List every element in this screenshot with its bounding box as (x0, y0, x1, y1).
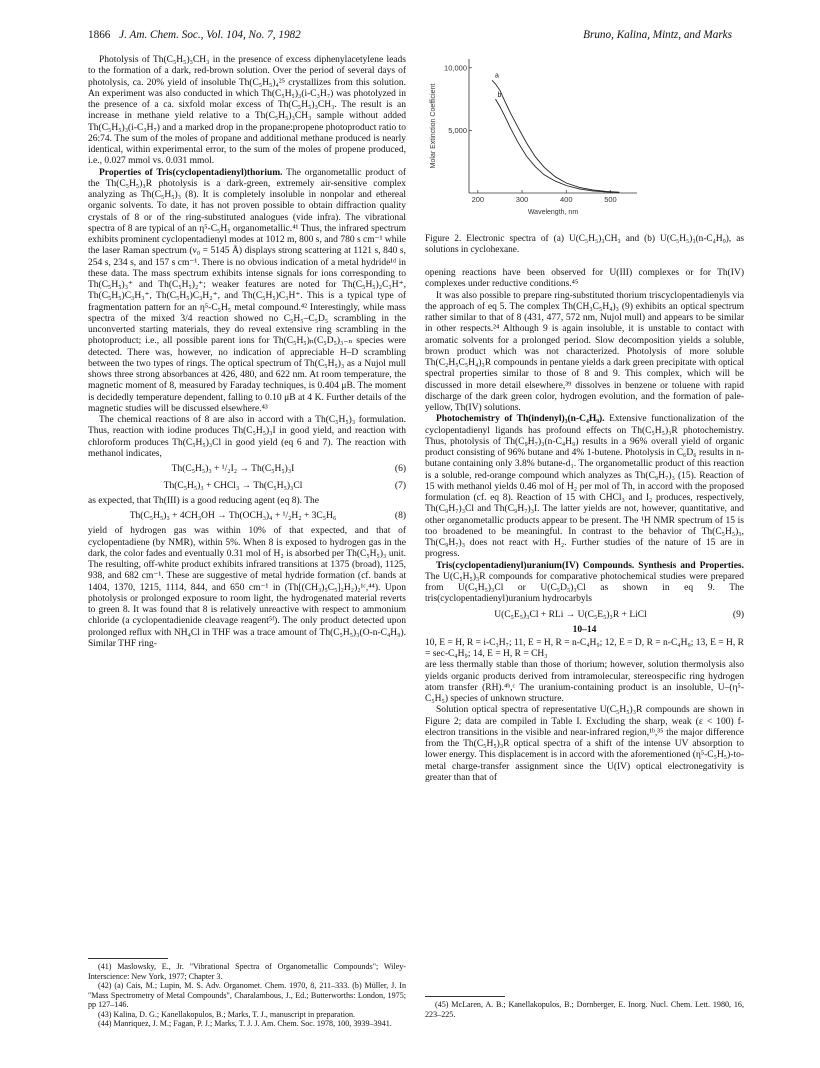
x-tick-label: 500 (604, 195, 617, 204)
equation-expression: Th(C₅H₅)₃ + ¹/₂I₂ → Th(C₅H₅)₃I (171, 464, 295, 474)
paragraph (425, 414, 744, 560)
equation-number: (8) (394, 511, 406, 522)
x-tick-label: 300 (515, 195, 529, 204)
figure-caption-label: Figure 2. (425, 234, 462, 244)
y-tick-label: 10,000 (444, 63, 467, 73)
section-heading: Properties of Tris(cyclopentadienyl)thorium. (99, 167, 283, 178)
chart-marks (492, 80, 619, 192)
paragraph: Photolysis of Th(C₅H₅)₃CH₃ in the presence of excess diphenylacetylene leads to the formation of a dark, red-brown solution. Over the period of several days of photolysis, ca. 20% yield of insoluble Th(C₅H₅)₄²⁵ crystallizes from this solution. An experiment was also conducted in which Th(C₅H₅)₃(i-C₃H₇) was photolyzed in the presence of a ca. sixfold molar excess of Th(C₅H₅)₃CH₃. The result is an increase in methane yield relative to a Th(C₅H₅)₃CH₃ sample without added Th(C₅H₅)₃(i-C₃H₇) and a marked drop in the propane:propene photoproduct ratio to 26:74. The sum of the moles of propane and additional methane produced is nearly identical, within experimental error, to the sum of the moles of propene produced, i.e., 0.027 mmol vs. 0.031 mmol. (88, 55, 406, 167)
series-line-b (496, 99, 620, 192)
paragraph: are less thermally stable than those of thorium; however, solution thermolysis also yields organic products derived from intramolecular, stereospecific ring hydrogen atom transfer (RH).⁴ᵇ,ᶜ The uranium-containing product is an insoluble, U–(η⁵-C₅H₅) species of unknown structure. (425, 660, 744, 704)
paragraph: The chemical reactions of 8 are also in accord with a Th(C₅H₅)₃ formulation. Thus, reaction with iodine produces Th(C₅H₅)₃I in good yield, and reaction with chloroform produces Th(C₅H₅)₃Cl in good yield (eq 6 and 7). The reaction with methanol indicates, (88, 415, 406, 459)
spectra-chart (425, 53, 744, 231)
figure-2 (425, 53, 744, 231)
series-label-b: b (497, 92, 502, 100)
x-tick-label: 400 (560, 195, 573, 204)
footnote-43: (43) Kalina, D. G.; Kanellakopulos, B.; Marks, T. J., manuscript in preparation. (98, 1009, 356, 1019)
footnote-44: (44) Manriquez, J. M.; Fagan, P. J.; Marks, T. J. J. Am. Chem. Soc. 1978, 100, 3939–3941. (98, 1019, 392, 1028)
equation-7 (88, 479, 406, 494)
left-column (88, 55, 406, 650)
paragraph: It was also possible to prepare ring-substituted thorium triscyclopentadienyls via the approach of eq 5. The complex Th(CH₃C₅H₄)₃ (9) exhibits an optical spectrum rather similar to that of 8 (431, 477, 572 nm, Nujol mull) and appears to be similar in other respects.²⁴ Although 9 is again insoluble, it is unstable to contact with aromatic solvents for a prolonged period. Slow decomposition yields a soluble, brown product which was not characterized. Photolysis of more soluble Th(C₂H₅C₅H₄)₃R compounds in pentane yields a dark green precipitate with optical spectral properties similar to those of 8 and 9. This complex, which will be discussed in more detail elsewhere,³⁹ dissolves in benzene or toluene with rapid discharge of the dark green color, hydrogen evolution, and the formation of pale-yellow, Th(IV) solutions. (425, 290, 744, 413)
page-number: 1866 (88, 29, 111, 41)
y-axis-label: Molar Extinction Coefficient (430, 83, 437, 169)
figure-caption (425, 234, 744, 256)
equation-expression: U(C₅E₅)₃Cl + RLi → U(C₅E₅)₃R + LiCl (494, 609, 647, 620)
footnote-rule (425, 996, 505, 997)
equation-number: (9) (732, 609, 744, 620)
series-line-a (492, 80, 619, 192)
journal-citation: J. Am. Chem. Soc., Vol. 104, No. 7, 1982 (119, 29, 301, 41)
equation-expression: Th(C₅H₅)₃ + 4CH₃OH → Th(OCH₃)₄ + ¹/₂H₂ + 3C₅H₆ (129, 511, 337, 522)
paragraph-text: Extensive functionalization of the cyclopentadienyl ligands has profound effects on Th(C₅H₅)₃R photochemistry. Thus, photolysis of Th(C₉H₇)₃(n-C₄H₉) results in a 96% overall yield of organic product consisting of 96% butane and 4% 1-butene. Photolysis in C₆D₆ results in n-butane containing only 3.8% butane-d₁. The organometallic product of this reaction is a soluble, red-orange compound which analyzes as Th(C₉H₇)₃ (15). Reaction of 15 with methanol yields 0.46 mol of H₂ per mol of Th, in accord with the proposed formulation (cf. eq 8). Reaction of 15 with CHCl₃ and I₂ produces, respectively, Th(C₉H₇)₃Cl and Th(C₉H₇)₃I. The latter yields are not, however, quantitative, and other organometallic products appear to be present. The ¹H NMR spectrum of 15 is too broadened to be meaningful. In contrast to the behavior of Th(C₅H₅)₃, Th(C₉H₇)₃ does not react with H₂. Further studies of the nature of 15 are in progress. (425, 414, 744, 560)
series-label-a: a (494, 72, 499, 80)
x-tick-label: 200 (471, 195, 485, 204)
paragraph-text: The organometallic product of the Th(C₅H₅)₃R photolysis is a dark-green, extremely air-sensitive complex analyzing as Th(C₅H₅)₃ (8). It is completely insoluble in nonpolar and ethereal organic solvents. To date, it has not proven possible to obtain diffraction quality crystals of 8 or of the ring-substituted analogues (vide infra). The vibrational spectra of 8 are typical of an η⁵-C₅H₅ organometallic.⁴¹ Thus, the infrared spectrum exhibits prominent cyclopentadienyl modes at 1012 m, 800 s, and 780 s cm⁻¹ while the laser Raman spectrum (ν₀ = 5145 Å) displays strong scattering at 1121 s, 840 s, 254 s, 234 s, and 157 s cm⁻¹. There is no obvious indication of a metal hydride¹ᵈ in these data. The mass spectrum exhibits intense signals for ions corresponding to Th(C₅H₅)₃⁺ and Th(C₅H₅)₂⁺; weaker features are noted for Th(C₅H₅)₂C₃H⁺, Th(C₅H₅)C₃H₃⁺, Th(C₅H₅)C₃H₂⁺, and Th(C₅H₅)C₃H⁺. This is a typical type of fragmentation pattern for an η⁵-C₅H₅ metal compound.⁴² Interestingly, while mass spectra of the mixed 3/4 reaction showed no C₅H₅–C₅D₅ scrambling in the unconverted starting materials, they do reveal extensive ring scrambling in the photoproduct; i.e., all possible parent ions for Th(C₅H₅)ₙ(C₅D₅)₃₋ₙ species were detected. There was, however, no indication of appreciable H–D scrambling between the two types of rings. The optical spectrum of Th(C₅H₅)₃ as a Nujol mull shows three strong absorbances at 426, 480, and 622 nm. At room temperature, the magnetic moment of 8, measured by Faraday techniques, is 0.404 μB. The moment is decidedly temperature dependent, falling to 0.10 μB at 4 K. Further details of the magnetic studies will be discussed elsewhere.⁴³ (88, 167, 406, 414)
equation-number: (6) (394, 464, 406, 474)
equation-compound-range: 10–14 (572, 624, 597, 635)
y-tick-label: 5,000 (448, 125, 467, 135)
paragraph (88, 168, 406, 416)
section-heading: Photochemistry of Th(indenyl)₃(n-C₄H₉). (436, 414, 605, 425)
figure-caption-text: Electronic spectra of (a) U(C₅H₅)₃CH₃ and (b) U(C₅H₅)₃(n-C₄H₉), as solutions in cyclohexane. (425, 234, 744, 255)
header-left (88, 27, 301, 43)
running-header (88, 27, 732, 43)
paragraph: yield of hydrogen gas was within 10% of that expected, and that of cyclopentadiene (by NMR), within 5%. When 8 is exposed to hydrogen gas in the dark, the color fades and eventually 0.31 mol of H₂ is absorbed per Th(C₅H₅)₃ unit. The resulting, off-white product exhibits infrared transitions at 1375 (broad), 1125, 938, and 682 cm⁻¹. These are suggestive of metal hydride formation (cf. bands at 1404, 1370, 1215, 1114, 844, and 650 cm⁻¹ in (Th[(CH₃)₅C₅]₂H₂)₂¹ᶜ,⁴⁴). Upon photolysis or prolonged exposure to room light, the hydrogenated material reverts to green 8. It was found that 8 is relatively unreactive with respect to ammonium chloride (a cyclopentadienide cleavage reagent⁵ᶠ). The only product detected upon prolonged reflux with NH₄Cl in THF was a trace amount of Th(C₅H₅)₃(O-n-C₄H₉). Similar THF ring- (88, 526, 406, 649)
footnote-45: (45) McLaren, A. B.; Kanellakopulos, B.; Dornberger, E. Inorg. Nucl. Chem. Lett. 1980, 16, 223–225. (425, 1000, 744, 1019)
header-authors: Bruno, Kalina, Mintz, and Marks (583, 29, 732, 41)
compound-list: 10, E = H, R = i-C₃H₇; 11, E = H, R = n-C₄H₉; 12, E = D, R = n-C₄H₉; 13, E = H, R = sec-C₄H₉; 14, E = H, R = CH₃ (425, 637, 744, 659)
equation-expression: Th(C₅H₅)₃ + CHCl₃ → Th(C₅H₅)₃Cl (163, 481, 303, 491)
equation-8 (88, 509, 406, 524)
footnote-rule (88, 958, 168, 959)
paragraph-text: The U(C₅H₅)₃R compounds for comparative photochemical studies were prepared from U(C₅H₅)₃Cl or U(C₅D₅)₃Cl as shown in eq 9. The tris(cyclopentadienyl)uranium hydrocarbyls (425, 571, 744, 605)
footnote-42: (42) (a) Cais, M.; Lupin, M. S. Adv. Organomet. Chem. 1970, 8, 211–333. (b) Müller, J. In "Mass Spectrometry of Metal Compounds", Charalambous, J., Ed.; Butterworths: London, 1975; pp 127–146. (88, 981, 406, 1009)
equation-9 (425, 608, 744, 623)
paragraph: opening reactions have been observed for U(III) complexes or for Th(IV) complexes under reductive conditions.⁴⁵ (425, 268, 744, 290)
paragraph: Solution optical spectra of representative U(C₅H₅)₃R compounds are shown in Figure 2; data are compiled in Table I. Excluding the sharp, weak (ε < 100) f-electron transitions in the visible and near-infrared region,¹ᵇ,³⁵ the major difference from the Th(C₅H₅)₃R optical spectra of a shift of the intense UV absorption to lower energy. This displacement is in accord with the aforementioned (η⁵-C₅H₅)-to-metal charge-transfer assignment since the U(IV) optical electronegativity is greater than that of (425, 705, 744, 783)
paragraph (425, 561, 744, 606)
equation-6 (88, 462, 406, 477)
right-footnotes (425, 1000, 744, 1019)
left-footnotes (88, 962, 406, 1029)
paragraph: as expected, that Th(III) is a good reducing agent (eq 8). The (88, 496, 319, 506)
section-heading: Tris(cyclopentadienyl)uranium(IV) Compounds. Synthesis and Properties. (436, 560, 744, 571)
footnote-41: (41) Maslowsky, E., Jr. "Vibrational Spectra of Organometallic Compounds"; Wiley-Interscience: New York, 1977; Chapter 3. (88, 962, 406, 981)
equation-number: (7) (394, 481, 406, 491)
x-axis-label: Wavelength, nm (527, 209, 579, 216)
right-column (425, 268, 744, 784)
